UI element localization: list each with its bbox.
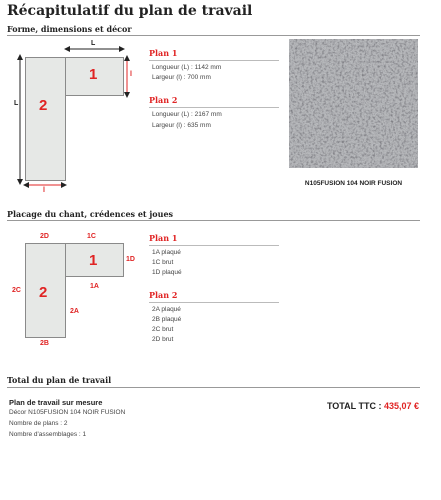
page-title: Récapitulatif du plan de travail: [7, 3, 253, 19]
edge-plan2-item: 2D brut: [152, 336, 174, 343]
edge-label-2C: 2C: [12, 287, 21, 294]
product-assemblies-line: Nombre d'assemblages : 1: [9, 431, 87, 438]
plan2-width: Largeur (l) : 635 mm: [152, 122, 211, 129]
product-decor-line: Décor N105FUSION 104 NOIR FUSION: [9, 409, 126, 416]
plan1-length: Longueur (L) : 1142 mm: [152, 64, 222, 71]
total-value: 435,07 €: [383, 401, 419, 411]
decor-sample-image: [289, 39, 418, 168]
plan2-title: Plan 2: [149, 95, 178, 105]
edge-plan1-item: 1D plaqué: [152, 269, 182, 276]
section-title-forme: Forme, dimensions et décor: [7, 24, 132, 34]
total-price: [327, 401, 419, 411]
total-label: TOTAL TTC :: [326, 401, 384, 411]
product-title: Plan de travail sur mesure: [9, 398, 103, 407]
plan1-edge-number: 1: [89, 252, 98, 269]
edge-plan2-item: 2A plaqué: [152, 306, 181, 313]
label-right-l: l: [130, 71, 132, 78]
edge-plan2-item: 2C brut: [152, 326, 174, 333]
edge-plan1-rule: [149, 245, 279, 246]
divider: [7, 387, 420, 388]
plan1-title: Plan 1: [149, 48, 178, 58]
edge-plan1-item: 1C brut: [152, 259, 174, 266]
edge-plan2-title: Plan 2: [149, 290, 178, 300]
section-title-total: Total du plan de travail: [7, 375, 112, 385]
edge-label-2A: 2A: [70, 308, 79, 315]
plan2-rule: [149, 107, 279, 108]
plan1-rule: [149, 60, 279, 61]
edge-label-1A: 1A: [90, 283, 99, 290]
edge-label-2B: 2B: [40, 340, 49, 347]
decor-caption: N105FUSION 104 NOIR FUSION: [304, 180, 403, 187]
label-top-L: L: [91, 40, 96, 47]
edge-plan1-item: 1A plaqué: [152, 249, 181, 256]
label-bottom-l: l: [43, 187, 45, 194]
edge-plan2-rule: [149, 302, 279, 303]
edge-plan2-item: 2B plaqué: [152, 316, 182, 323]
plan1-width: Largeur (l) : 700 mm: [152, 74, 211, 81]
label-left-L: L: [14, 100, 19, 107]
plan2-length: Longueur (L) : 2167 mm: [152, 111, 222, 118]
product-plans-line: Nombre de plans : 2: [9, 420, 68, 427]
plan2-edge-number: 2: [39, 284, 48, 301]
edge-label-1D: 1D: [126, 256, 135, 263]
plan2-number: 2: [39, 97, 48, 114]
edge-label-2D: 2D: [40, 233, 49, 240]
edge-plan1-title: Plan 1: [149, 233, 178, 243]
plan1-number: 1: [89, 66, 98, 83]
section-title-placage: Placage du chant, crédences et joues: [7, 209, 174, 219]
edge-label-1C: 1C: [87, 233, 96, 240]
divider: [7, 220, 420, 221]
plan2-shape: [25, 57, 66, 181]
